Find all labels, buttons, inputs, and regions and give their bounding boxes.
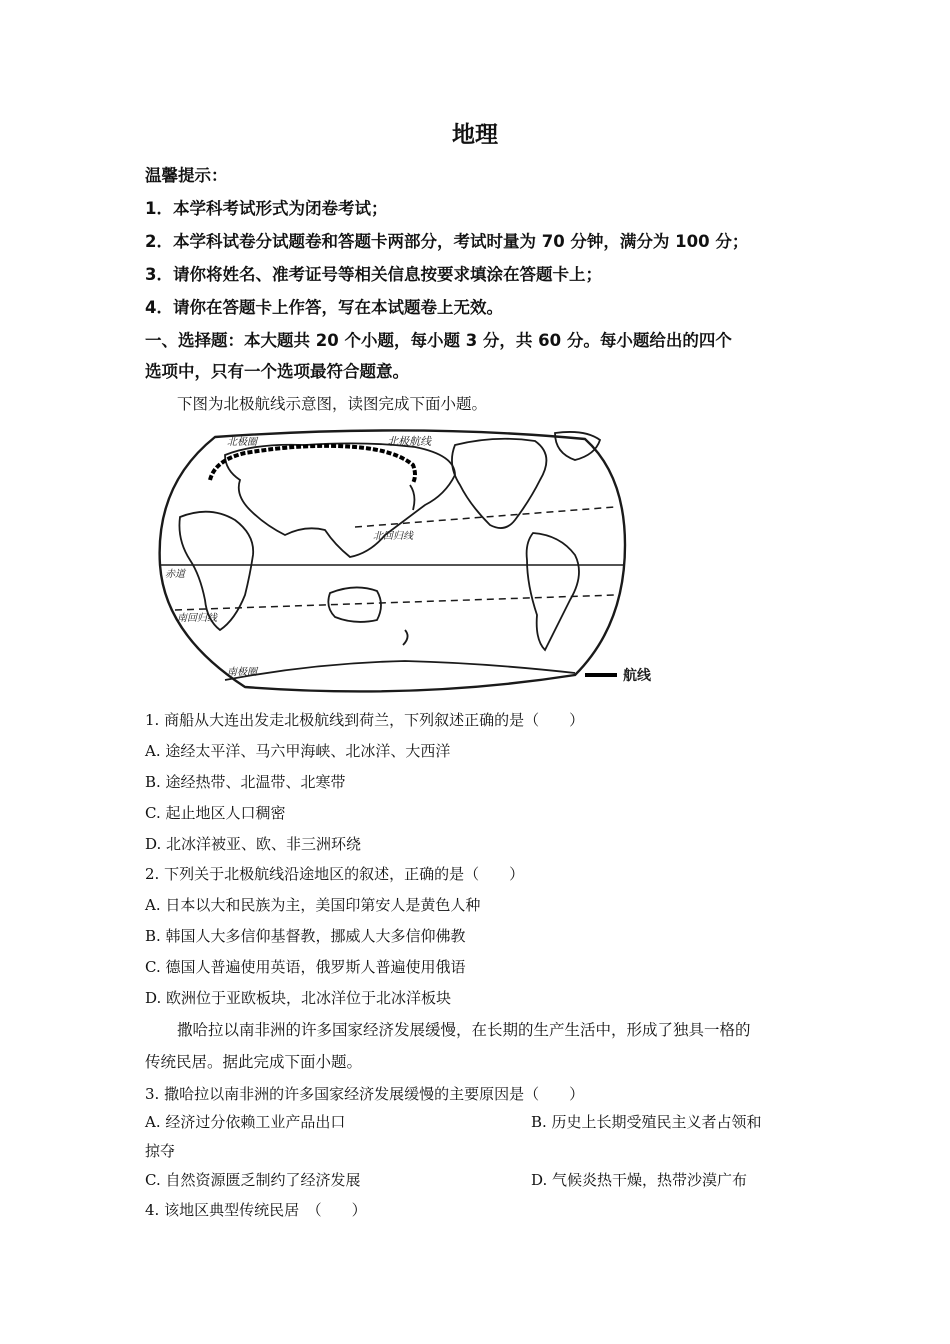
question-1-option-b: B. 途经热带、北温带、北寒带: [145, 773, 346, 791]
continents: [179, 432, 600, 680]
question-2-option-d: D. 欧洲位于亚欧板块，北冰洋位于北冰洋板块: [145, 989, 452, 1007]
map-legend-label: 航线: [623, 668, 651, 684]
question-1-option-d: D. 北冰洋被亚、欧、非三洲环绕: [145, 835, 362, 853]
map-intro: 下图为北极航线示意图，读图完成下面小题。: [177, 395, 488, 413]
map-label-arctic-route: 北极航线: [387, 435, 431, 448]
question-3-option-b-cont: 掠夺: [145, 1142, 176, 1160]
tropic-of-cancer-line: [355, 507, 615, 527]
question-1-option-a: A. 途经太平洋、马六甲海峡、北冰洋、大西洋: [145, 742, 451, 760]
map-label-tropic-capricorn: 南回归线: [177, 613, 217, 624]
section-heading-cont: 选项中，只有一个选项最符合题意。: [145, 362, 409, 381]
question-2-option-c: C. 德国人普遍使用英语，俄罗斯人普遍使用俄语: [145, 958, 466, 976]
question-2-option-a: A. 日本以大和民族为主，美国印第安人是黄色人种: [145, 896, 481, 914]
question-3-option-c: C. 自然资源匮乏制约了经济发展: [145, 1171, 361, 1189]
passage-intro-cont: 传统民居。据此完成下面小题。: [145, 1053, 363, 1071]
tip-item: 3．请你将姓名、准考证号等相关信息按要求填涂在答题卡上；: [145, 265, 602, 284]
question-3-option-d: D. 气候炎热干燥，热带沙漠广布: [531, 1171, 748, 1189]
arctic-route-line: [210, 446, 415, 483]
question-1-stem: 1. 商船从大连出发走北极航线到荷兰，下列叙述正确的是（ ）: [145, 711, 585, 729]
question-3-option-b: B. 历史上长期受殖民主义者占领和: [531, 1113, 762, 1131]
question-1-option-c: C. 起止地区人口稠密: [145, 804, 286, 822]
section-heading: 一、选择题：本大题共 20 个小题，每小题 3 分，共 60 分。每小题给出的四个: [145, 331, 732, 350]
map-label-antarctic-circle: 南极圈: [227, 667, 257, 678]
page-title: 地理: [452, 122, 498, 148]
question-2-option-b: B. 韩国人大多信仰基督教，挪威人大多信仰佛教: [145, 927, 466, 945]
question-3-stem: 3. 撒哈拉以南非洲的许多国家经济发展缓慢的主要原因是（ ）: [145, 1085, 585, 1103]
passage-intro: 撒哈拉以南非洲的许多国家经济发展缓慢，在长期的生产生活中，形成了独具一格的: [177, 1021, 751, 1039]
tip-item: 1．本学科考试形式为闭卷考试；: [145, 199, 388, 218]
map-label-equator: 赤道: [165, 569, 185, 580]
tip-item: 4．请你在答题卡上作答，写在本试题卷上无效。: [145, 298, 503, 317]
arctic-route-map: [155, 425, 675, 700]
tip-item: 2．本学科试卷分试题卷和答题卡两部分，考试时量为 70 分钟，满分为 100 分；: [145, 232, 749, 251]
tips-heading: 温馨提示：: [145, 166, 228, 185]
question-2-stem: 2. 下列关于北极航线沿途地区的叙述，正确的是（ ）: [145, 865, 525, 883]
map-label-tropic-cancer: 北回归线: [373, 531, 413, 542]
question-4-stem: 4. 该地区典型传统民居 （ ）: [145, 1201, 367, 1219]
question-3-option-a: A. 经济过分依赖工业产品出口: [145, 1113, 346, 1131]
map-label-arctic-circle: 北极圈: [227, 437, 257, 448]
